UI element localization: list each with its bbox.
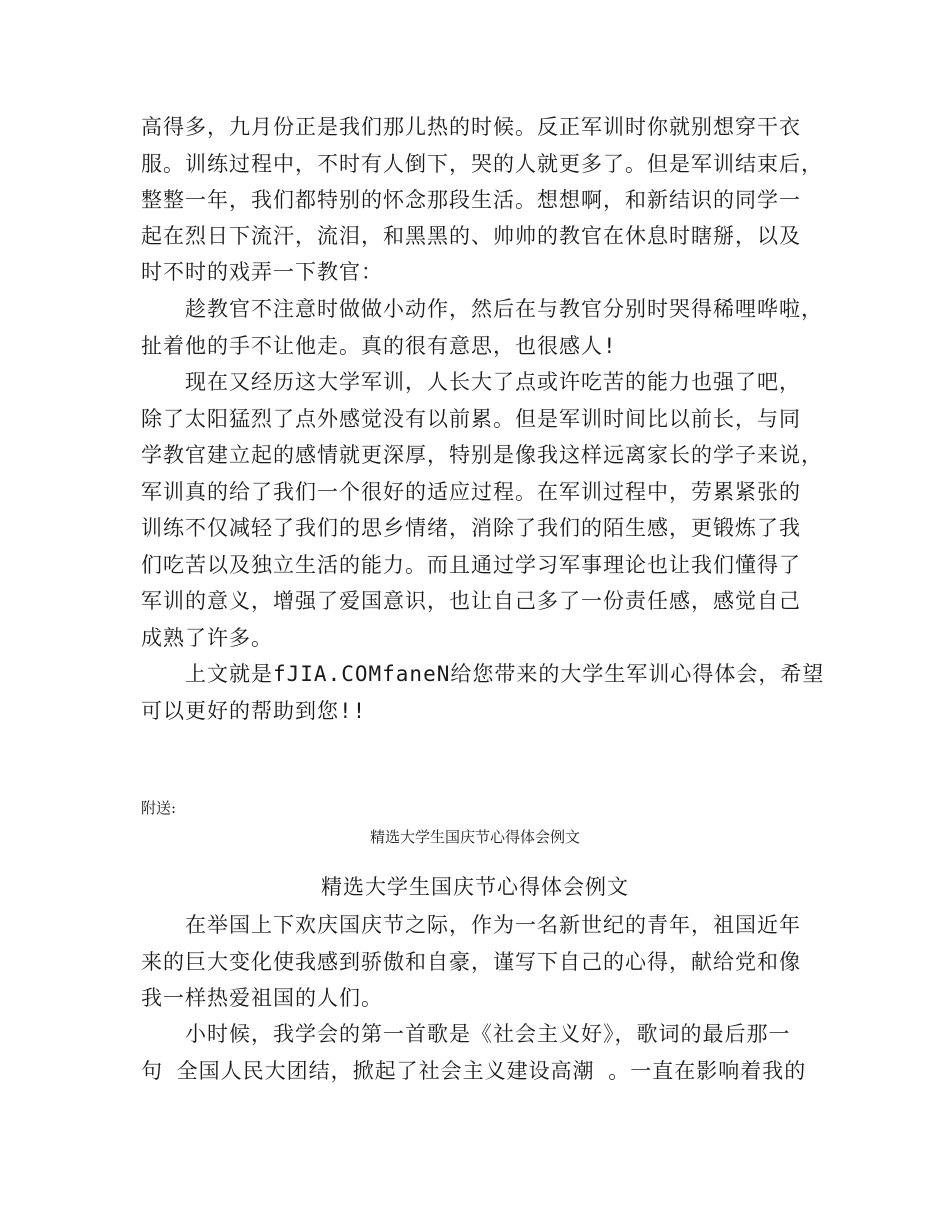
essay-line: 学教官建立起的感情就更深厚，特别是像我这样远离家长的学子来说，: [141, 443, 823, 467]
appendix-line: 来的巨大变化使我感到骄傲和自豪，谨写下自己的心得，献给党和像: [141, 950, 801, 974]
essay-line: 军训真的给了我们一个很好的适应过程。在军训过程中，劳累紧张的: [141, 480, 801, 504]
essay-line: 扯着他的手不让他走。真的很有意思，也很感人!: [141, 334, 617, 358]
appendix-line: 句 全国人民大团结，掀起了社会主义建设高潮 。一直在影响着我的: [141, 1059, 807, 1083]
appendix-title: 精选大学生国庆节心得体会例文: [321, 875, 629, 899]
essay-line: 成熟了许多。: [141, 626, 273, 650]
essay-line: 高得多，九月份正是我们那儿热的时候。反正军训时你就别想穿干衣: [141, 115, 801, 139]
essay-line: 军训的意义，增强了爱国意识，也让自己多了一份责任感，感觉自己: [141, 589, 801, 613]
essay-line: 现在又经历这大学军训，人长大了点或许吃苦的能力也强了吧，: [185, 370, 801, 394]
essay-line: 时不时的戏弄一下教官：: [141, 260, 383, 284]
essay-line: 趁教官不注意时做做小动作，然后在与教官分别时哭得稀哩哗啦，: [185, 297, 823, 321]
appendix-subtitle: 精选大学生国庆节心得体会例文: [369, 828, 580, 846]
essay-line: 整整一年，我们都特别的怀念那段生活。想想啊，和新结识的同学一: [141, 188, 801, 212]
essay-line: 训练不仅减轻了我们的思乡情绪，消除了我们的陌生感，更锻炼了我: [141, 516, 801, 540]
essay-line: 服。训练过程中，不时有人倒下，哭的人就更多了。但是军训结束后，: [141, 152, 823, 176]
appendix-line: 小时候，我学会的第一首歌是《社会主义好》，歌词的最后那一: [185, 1022, 791, 1046]
essay-line: 可以更好的帮助到您!!: [141, 699, 367, 723]
essay-line: 除了太阳猛烈了点外感觉没有以前累。但是军训时间比以前长，与同: [141, 407, 801, 431]
appendix-label: 附送:: [141, 799, 177, 817]
appendix-line: 在举国上下欢庆国庆节之际，作为一名新世纪的青年，祖国近年: [185, 913, 801, 937]
essay-line: 们吃苦以及独立生活的能力。而且通过学习军事理论也让我们懂得了: [141, 553, 801, 577]
appendix-line: 我一样热爱祖国的人们。: [141, 986, 383, 1010]
essay-line: 上文就是fJIA.COMfaneN给您带来的大学生军训心得体会，希望: [185, 662, 825, 686]
essay-line: 起在烈日下流汗，流泪，和黑黑的、帅帅的教官在休息时瞎掰，以及: [141, 224, 801, 248]
